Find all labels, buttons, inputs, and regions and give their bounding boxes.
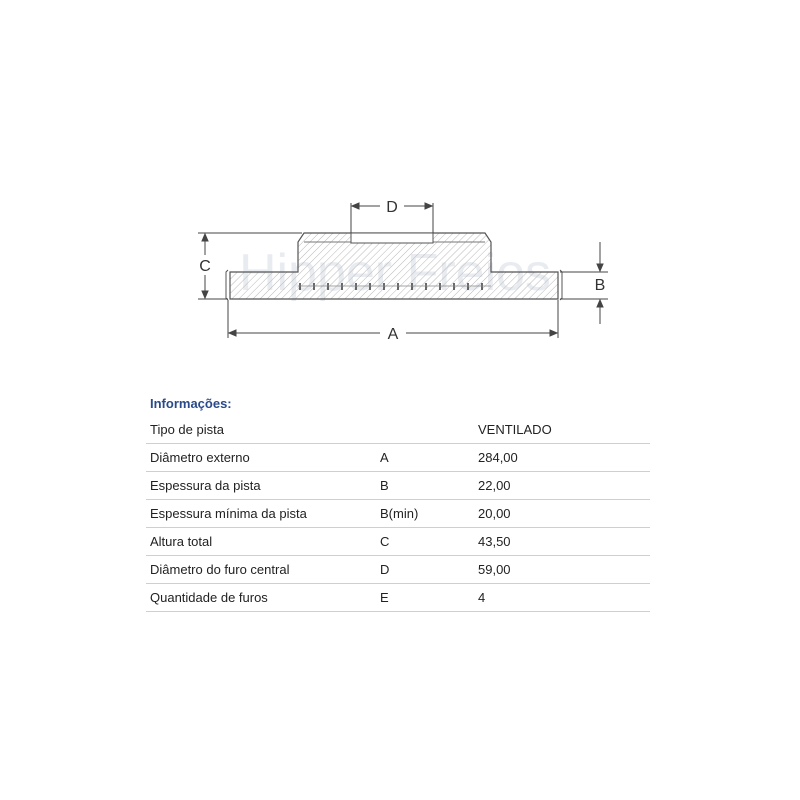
spec-code: E — [376, 584, 474, 612]
dimension-label-a: A — [387, 326, 399, 343]
spec-row — [146, 528, 650, 556]
spec-value: 59,00 — [474, 556, 650, 584]
spec-code: B — [376, 472, 474, 500]
brake-disc-diagram — [0, 0, 800, 380]
spec-label: Espessura da pista — [146, 472, 376, 500]
spec-value: 22,00 — [474, 472, 650, 500]
dimension-label-d: D — [386, 199, 398, 216]
info-title: Informações: — [150, 396, 232, 411]
spec-row — [146, 556, 650, 584]
spec-code: B(min) — [376, 500, 474, 528]
spec-row — [146, 584, 650, 612]
spec-label: Diâmetro do furo central — [146, 556, 376, 584]
spec-value: 20,00 — [474, 500, 650, 528]
spec-value: 284,00 — [474, 444, 650, 472]
specs-table-body — [146, 416, 650, 612]
spec-row — [146, 472, 650, 500]
spec-row — [146, 444, 650, 472]
spec-value: 43,50 — [474, 528, 650, 556]
spec-code: D — [376, 556, 474, 584]
spec-value: 4 — [474, 584, 650, 612]
spec-label: Espessura mínima da pista — [146, 500, 376, 528]
spec-value: VENTILADO — [474, 416, 650, 444]
spec-label: Quantidade de furos — [146, 584, 376, 612]
spec-label: Altura total — [146, 528, 376, 556]
specs-table — [146, 416, 650, 612]
spec-label: Diâmetro externo — [146, 444, 376, 472]
spec-code: C — [376, 528, 474, 556]
spec-code — [376, 416, 474, 444]
dimension-label-c: C — [199, 258, 211, 275]
spec-code: A — [376, 444, 474, 472]
spec-row — [146, 416, 650, 444]
spec-label: Tipo de pista — [146, 416, 376, 444]
spec-row — [146, 500, 650, 528]
dimension-label-b: B — [594, 277, 606, 294]
